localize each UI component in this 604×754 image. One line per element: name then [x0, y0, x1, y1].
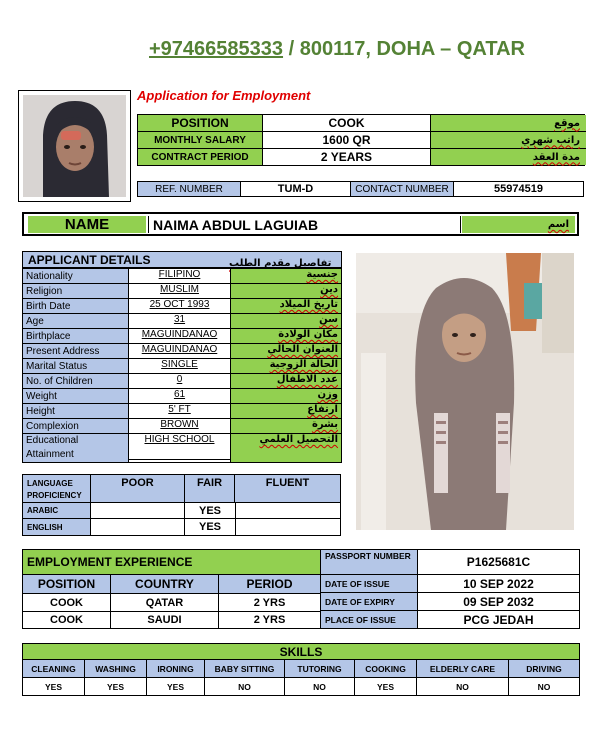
detail-label: Weight — [23, 389, 129, 404]
detail-arabic-text: مكان الولادة — [278, 329, 338, 340]
detail-value — [129, 419, 231, 434]
ref-number-value: TUM-D — [241, 181, 350, 197]
detail-label: Nationality — [23, 269, 129, 284]
detail-row — [23, 344, 342, 359]
detail-arabic-text: دين — [320, 284, 338, 295]
detail-arabic — [231, 299, 342, 314]
skills-title: SKILLS — [23, 644, 579, 660]
detail-arabic — [231, 389, 342, 404]
full-photo — [356, 253, 574, 530]
ref-number-label: REF. NUMBER — [137, 181, 241, 197]
skill-value: NO — [205, 678, 285, 695]
detail-label: Present Address — [23, 344, 129, 359]
employment-header-country: COUNTRY — [111, 575, 219, 593]
employment-passport-section — [22, 549, 580, 629]
detail-arabic-text: جنسية — [306, 269, 338, 280]
detail-arabic — [231, 314, 342, 329]
position-value: COOK — [263, 115, 430, 132]
detail-row — [23, 299, 342, 314]
detail-arabic — [231, 434, 342, 463]
date-of-expiry-value: 09 SEP 2032 — [418, 593, 579, 611]
skill-name: BABY SITTING — [205, 660, 285, 677]
language-arabic-fair: YES — [185, 503, 235, 519]
detail-arabic — [231, 419, 342, 434]
contract-value: 2 YEARS — [320, 150, 373, 164]
place-of-issue-value: PCG JEDAH — [463, 612, 534, 627]
agency-address: / 800117, DOHA – QATAR — [283, 38, 525, 60]
detail-arabic — [231, 284, 342, 299]
detail-row — [23, 404, 342, 419]
applicant-details-section — [22, 251, 342, 460]
detail-arabic — [231, 269, 342, 284]
detail-value-text: MAGUINDANAO — [141, 344, 218, 355]
name-value: NAIMA ABDUL LAGUIAB — [148, 216, 461, 233]
detail-row — [23, 314, 342, 329]
detail-label: Educational Attainment — [23, 434, 129, 463]
applicant-details-header — [23, 252, 341, 268]
detail-value-text: 5' FT — [168, 404, 191, 415]
passport-number-label: PASSPORT NUMBER — [321, 550, 418, 575]
language-level-fluent: FLUENT — [235, 475, 340, 503]
skill-value: YES — [355, 678, 417, 695]
detail-value-text: BROWN — [160, 419, 199, 430]
detail-value — [129, 404, 231, 419]
skill-name: ELDERLY CARE — [417, 660, 509, 677]
detail-label: No. of Children — [23, 374, 129, 389]
date-of-issue-value: 10 SEP 2022 — [418, 575, 579, 593]
name-label: NAME — [28, 216, 146, 233]
detail-label: Age — [23, 314, 129, 329]
detail-arabic-text: تاريخ الميلاد — [279, 299, 338, 310]
applicant-details-title: APPLICANT DETAILS — [28, 253, 151, 267]
detail-value-text: FILIPINO — [158, 269, 201, 280]
detail-row — [23, 419, 342, 434]
detail-arabic-text: الحالة الزوجية — [269, 359, 338, 370]
detail-row — [23, 269, 342, 284]
skills-section — [22, 643, 580, 696]
detail-arabic-text: العنوان الحالي — [267, 344, 338, 355]
employment-row-1-period: 2 YRS — [219, 593, 321, 611]
contact-number-label: CONTACT NUMBER — [350, 181, 454, 197]
detail-label: Birthplace — [23, 329, 129, 344]
applicant-details-table — [22, 268, 342, 463]
skill-name: TUTORING — [285, 660, 355, 677]
detail-arabic-text: وزن — [317, 389, 338, 400]
detail-value — [129, 314, 231, 329]
contact-number-value: 55974519 — [454, 181, 584, 197]
detail-label: Birth Date — [23, 299, 129, 314]
detail-value — [129, 344, 231, 359]
language-english-fluent — [235, 519, 340, 535]
language-level-poor: POOR — [91, 475, 185, 503]
language-english-fair: YES — [198, 521, 221, 533]
salary-label: MONTHLY SALARY — [138, 132, 263, 149]
skill-name: COOKING — [355, 660, 417, 677]
detail-value-text: 61 — [173, 389, 186, 400]
language-header-label: LANGUAGE PROFICIENCY — [23, 475, 91, 503]
detail-value-text: MAGUINDANAO — [141, 329, 218, 340]
detail-arabic — [231, 404, 342, 419]
skill-name: CLEANING — [23, 660, 85, 677]
detail-row — [23, 359, 342, 374]
skill-name: IRONING — [147, 660, 205, 677]
detail-value — [129, 284, 231, 299]
detail-row — [23, 374, 342, 389]
skills-values-row — [23, 678, 579, 695]
name-row — [22, 212, 579, 236]
language-arabic-poor — [91, 503, 185, 519]
skill-value: YES — [23, 678, 85, 695]
skill-value: NO — [285, 678, 355, 695]
headshot-photo — [23, 95, 126, 197]
skill-name: DRIVING — [526, 663, 562, 674]
place-of-issue-label: PLACE OF ISSUE — [321, 611, 418, 628]
date-of-issue-label: DATE OF ISSUE — [321, 575, 418, 593]
employment-row-1-country: QATAR — [111, 593, 219, 611]
agency-phone: +97466585333 — [149, 38, 284, 60]
full-photo-frame — [356, 253, 574, 530]
language-english-label: ENGLISH — [23, 519, 91, 535]
language-level-fair: FAIR — [185, 475, 235, 503]
employment-row-2-period: 2 YRS — [219, 611, 321, 628]
job-offer-table — [137, 114, 585, 166]
contract-label: CONTRACT PERIOD — [138, 149, 263, 165]
detail-arabic-text: ارتفاع — [307, 404, 338, 415]
detail-row — [23, 329, 342, 344]
skill-value: NO — [537, 681, 551, 692]
detail-value-text: MUSLIM — [160, 284, 199, 295]
detail-label: Height — [23, 404, 129, 419]
detail-row — [23, 389, 342, 404]
detail-value-text: HIGH SCHOOL — [144, 434, 215, 445]
agency-contact-header — [0, 38, 604, 61]
salary-arabic: راتب شهري — [430, 132, 586, 149]
detail-value-text: 0 — [176, 374, 183, 385]
detail-value — [129, 299, 231, 314]
passport-number-value: P1625681C — [418, 550, 579, 575]
detail-arabic-text: التحصيل العلمي — [259, 434, 338, 445]
skills-names-row — [23, 660, 579, 678]
applicant-details-title-arabic: تفاصيل مقدم الطلب — [229, 258, 332, 269]
language-section — [22, 474, 341, 536]
detail-arabic — [231, 329, 342, 344]
skill-value: YES — [85, 678, 147, 695]
detail-arabic-text: عدد الاطفال — [276, 374, 338, 385]
detail-arabic — [231, 359, 342, 374]
salary-value: 1600 QR — [263, 132, 430, 149]
employment-row-1-position: COOK — [23, 593, 111, 611]
detail-value — [129, 329, 231, 344]
detail-value-text: 31 — [173, 314, 186, 325]
name-arabic: اسم — [462, 216, 575, 233]
detail-arabic-text: سن — [319, 314, 338, 325]
language-arabic-label: ARABIC — [23, 503, 91, 519]
employment-row-2-position: COOK — [23, 611, 111, 628]
detail-value — [129, 434, 231, 463]
application-title: Application for Employment — [137, 88, 311, 103]
language-english-poor — [91, 519, 185, 535]
employment-title: EMPLOYMENT EXPERIENCE — [23, 550, 321, 575]
detail-row — [23, 434, 342, 463]
detail-value — [129, 269, 231, 284]
contract-arabic: مدة العقد — [430, 149, 586, 165]
position-arabic: موقع — [430, 115, 586, 132]
detail-value — [129, 389, 231, 404]
detail-label: Religion — [23, 284, 129, 299]
skill-value: YES — [147, 678, 205, 695]
skill-value: NO — [417, 678, 509, 695]
detail-label: Complexion — [23, 419, 129, 434]
detail-value-text: SINGLE — [161, 359, 198, 370]
employment-header-position: POSITION — [23, 575, 111, 593]
language-arabic-fluent — [235, 503, 340, 519]
detail-value — [129, 374, 231, 389]
skill-name: WASHING — [85, 660, 147, 677]
detail-arabic-text: بشرة — [311, 419, 338, 430]
detail-value-text: 25 OCT 1993 — [149, 299, 210, 310]
detail-label: Marital Status — [23, 359, 129, 374]
headshot-photo-frame — [18, 90, 131, 202]
detail-row — [23, 284, 342, 299]
employment-header-period: PERIOD — [219, 575, 321, 593]
position-label: POSITION — [138, 115, 263, 132]
detail-arabic — [231, 344, 342, 359]
detail-value — [129, 359, 231, 374]
date-of-expiry-label: DATE OF EXPIRY — [321, 593, 418, 611]
detail-arabic — [231, 374, 342, 389]
employment-row-2-country: SAUDI — [111, 611, 219, 628]
